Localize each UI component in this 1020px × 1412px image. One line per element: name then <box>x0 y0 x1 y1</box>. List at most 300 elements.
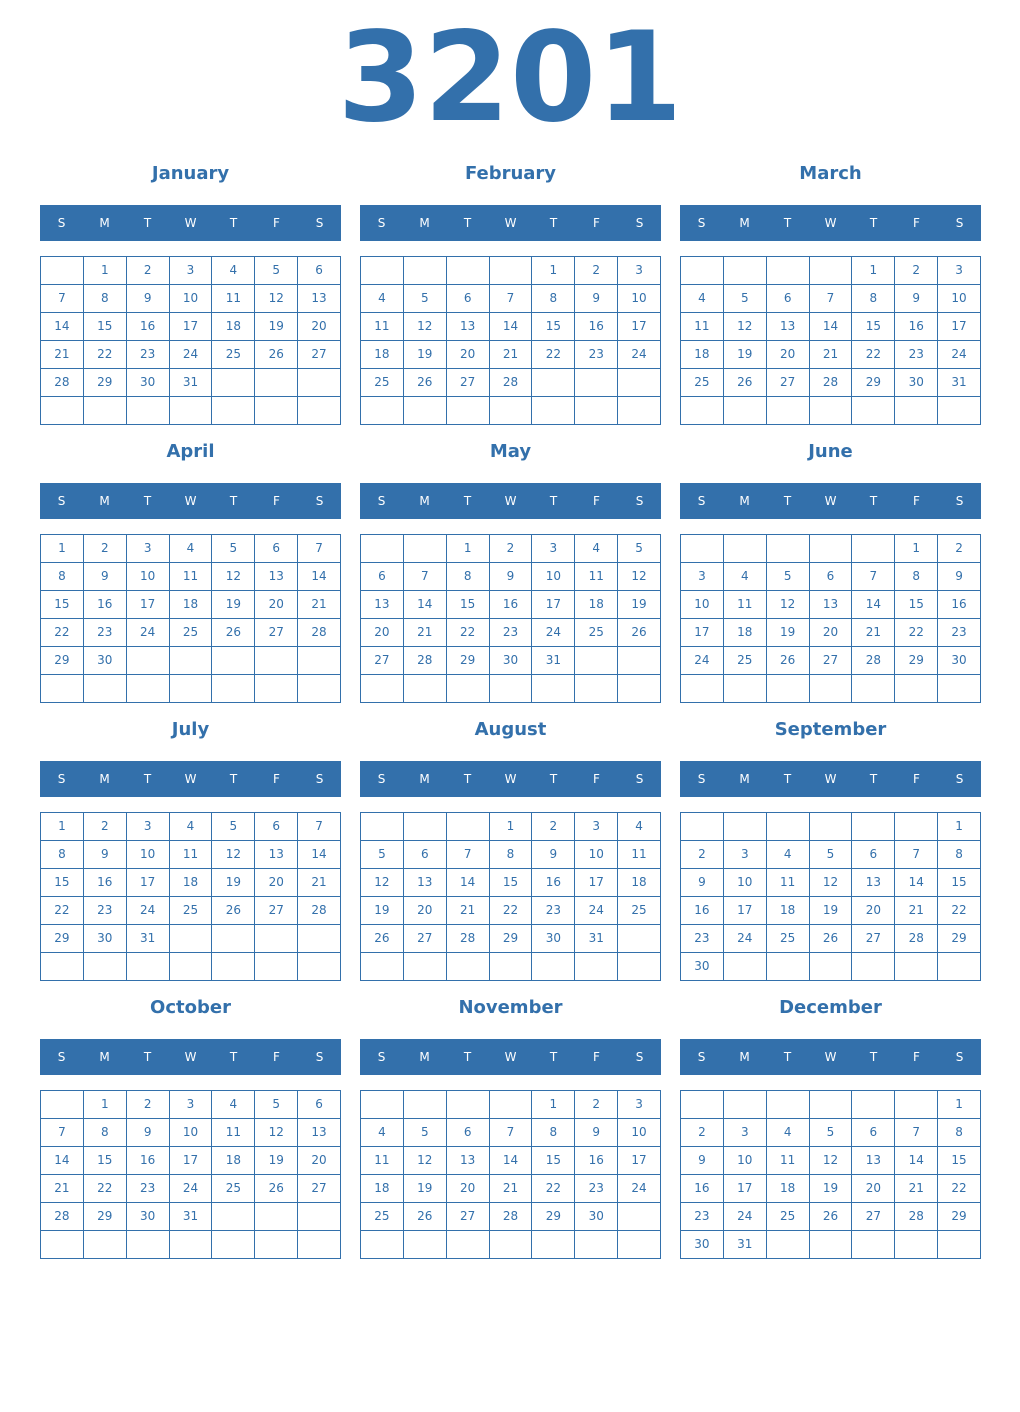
day-cell: 23 <box>532 897 575 925</box>
day-cell: 14 <box>490 1147 533 1175</box>
day-cell: 24 <box>127 619 170 647</box>
weekday-label: S <box>57 772 66 786</box>
empty-day-cell <box>127 647 170 675</box>
empty-day-cell <box>361 1091 404 1119</box>
weekday-label: T <box>869 494 878 508</box>
day-cell: 6 <box>255 813 298 841</box>
day-cell: 26 <box>255 341 298 369</box>
day-cell: 6 <box>447 285 490 313</box>
empty-day-cell <box>404 953 447 981</box>
day-cell: 26 <box>212 619 255 647</box>
day-cell: 18 <box>767 1175 810 1203</box>
empty-day-cell <box>84 1231 127 1259</box>
empty-day-cell <box>767 1091 810 1119</box>
day-cell: 29 <box>532 1203 575 1231</box>
weekday-label: T <box>463 494 472 508</box>
empty-day-cell <box>681 535 724 563</box>
empty-day-cell <box>618 953 661 981</box>
day-cell: 8 <box>532 285 575 313</box>
days-grid <box>360 812 661 981</box>
weekday-label: T <box>549 216 558 230</box>
empty-day-cell <box>724 813 767 841</box>
day-cell: 18 <box>212 1147 255 1175</box>
day-cell: 30 <box>575 1203 618 1231</box>
month-name: May <box>489 441 532 462</box>
empty-day-cell <box>212 647 255 675</box>
day-cell: 1 <box>938 813 981 841</box>
empty-day-cell <box>895 1231 938 1259</box>
day-cell: 28 <box>895 1203 938 1231</box>
empty-day-cell <box>490 1091 533 1119</box>
empty-day-cell <box>404 813 447 841</box>
day-cell: 7 <box>404 563 447 591</box>
day-cell: 16 <box>127 1147 170 1175</box>
day-cell: 26 <box>810 1203 853 1231</box>
weekday-label: T <box>229 1050 238 1064</box>
day-cell: 2 <box>127 257 170 285</box>
weekday-label: F <box>273 494 280 508</box>
days-grid <box>360 256 661 425</box>
day-cell: 5 <box>767 563 810 591</box>
day-cell: 31 <box>170 369 213 397</box>
weekday-label: S <box>377 494 386 508</box>
day-cell: 17 <box>618 1147 661 1175</box>
empty-day-cell <box>255 369 298 397</box>
day-cell: 23 <box>575 1175 618 1203</box>
empty-day-cell <box>852 953 895 981</box>
days-grid <box>680 534 981 703</box>
weekday-label: S <box>697 216 706 230</box>
empty-day-cell <box>212 397 255 425</box>
empty-day-cell <box>404 535 447 563</box>
day-cell: 1 <box>852 257 895 285</box>
day-cell: 2 <box>575 257 618 285</box>
day-cell: 10 <box>724 869 767 897</box>
day-cell: 26 <box>767 647 810 675</box>
day-cell: 24 <box>618 341 661 369</box>
day-cell: 4 <box>170 813 213 841</box>
empty-day-cell <box>575 369 618 397</box>
empty-day-cell <box>127 675 170 703</box>
empty-day-cell <box>404 1231 447 1259</box>
day-cell: 26 <box>404 369 447 397</box>
day-cell: 20 <box>404 897 447 925</box>
day-cell: 17 <box>724 1175 767 1203</box>
weekday-label: M <box>739 1050 750 1064</box>
day-cell: 9 <box>532 841 575 869</box>
day-cell: 8 <box>84 285 127 313</box>
day-cell: 31 <box>938 369 981 397</box>
weekday-label: T <box>783 1050 792 1064</box>
day-cell: 7 <box>810 285 853 313</box>
weekday-label: M <box>419 772 430 786</box>
day-cell: 25 <box>724 647 767 675</box>
weekday-label: T <box>869 772 878 786</box>
day-cell: 7 <box>41 285 84 313</box>
day-cell: 11 <box>575 563 618 591</box>
day-cell: 3 <box>618 1091 661 1119</box>
empty-day-cell <box>575 1231 618 1259</box>
empty-day-cell <box>532 675 575 703</box>
empty-day-cell <box>170 647 213 675</box>
empty-day-cell <box>938 397 981 425</box>
weekday-label: T <box>229 494 238 508</box>
day-cell: 13 <box>255 841 298 869</box>
empty-day-cell <box>895 397 938 425</box>
day-cell: 28 <box>852 647 895 675</box>
day-cell: 19 <box>724 341 767 369</box>
weekday-label: M <box>739 494 750 508</box>
empty-day-cell <box>84 675 127 703</box>
day-cell: 4 <box>212 1091 255 1119</box>
day-cell: 19 <box>810 897 853 925</box>
day-cell: 24 <box>681 647 724 675</box>
weekday-label: T <box>783 772 792 786</box>
day-cell: 21 <box>490 1175 533 1203</box>
empty-day-cell <box>767 675 810 703</box>
empty-day-cell <box>810 1091 853 1119</box>
empty-day-cell <box>810 675 853 703</box>
day-cell: 19 <box>361 897 404 925</box>
weekday-label: W <box>184 1050 197 1064</box>
empty-day-cell <box>810 535 853 563</box>
day-cell: 14 <box>298 841 341 869</box>
day-cell: 5 <box>212 535 255 563</box>
empty-day-cell <box>170 397 213 425</box>
day-cell: 24 <box>127 897 170 925</box>
day-cell: 18 <box>618 869 661 897</box>
day-cell: 11 <box>170 841 213 869</box>
day-cell: 31 <box>724 1231 767 1259</box>
day-cell: 23 <box>127 341 170 369</box>
day-cell: 9 <box>127 1119 170 1147</box>
day-cell: 9 <box>84 563 127 591</box>
empty-day-cell <box>490 257 533 285</box>
days-grid <box>40 534 341 703</box>
empty-day-cell <box>41 953 84 981</box>
month-name: March <box>799 163 862 184</box>
day-cell: 23 <box>84 897 127 925</box>
empty-day-cell <box>404 1091 447 1119</box>
day-cell: 5 <box>404 1119 447 1147</box>
day-cell: 11 <box>767 1147 810 1175</box>
weekday-label: W <box>824 216 837 230</box>
weekday-label: T <box>143 772 152 786</box>
day-cell: 29 <box>447 647 490 675</box>
empty-day-cell <box>41 397 84 425</box>
day-cell: 27 <box>767 369 810 397</box>
empty-day-cell <box>255 953 298 981</box>
empty-day-cell <box>767 535 810 563</box>
day-cell: 27 <box>852 925 895 953</box>
day-cell: 4 <box>361 285 404 313</box>
day-cell: 11 <box>212 1119 255 1147</box>
day-cell: 14 <box>895 869 938 897</box>
weekday-label: S <box>697 772 706 786</box>
day-cell: 29 <box>938 925 981 953</box>
day-cell: 6 <box>767 285 810 313</box>
weekday-label: S <box>315 1050 324 1064</box>
empty-day-cell <box>361 675 404 703</box>
empty-day-cell <box>852 675 895 703</box>
day-cell: 3 <box>618 257 661 285</box>
empty-day-cell <box>532 369 575 397</box>
month-name: July <box>171 719 210 740</box>
day-cell: 17 <box>532 591 575 619</box>
weekday-label: T <box>463 772 472 786</box>
day-cell: 9 <box>575 285 618 313</box>
day-cell: 8 <box>852 285 895 313</box>
empty-day-cell <box>810 953 853 981</box>
empty-day-cell <box>212 925 255 953</box>
empty-day-cell <box>447 1091 490 1119</box>
day-cell: 15 <box>84 1147 127 1175</box>
day-cell: 19 <box>255 313 298 341</box>
day-cell: 12 <box>618 563 661 591</box>
day-cell: 9 <box>490 563 533 591</box>
empty-day-cell <box>895 813 938 841</box>
day-cell: 25 <box>212 341 255 369</box>
day-cell: 2 <box>681 841 724 869</box>
day-cell: 28 <box>895 925 938 953</box>
days-grid <box>680 1090 981 1259</box>
empty-day-cell <box>767 813 810 841</box>
day-cell: 5 <box>255 257 298 285</box>
empty-day-cell <box>532 953 575 981</box>
day-cell: 1 <box>490 813 533 841</box>
empty-day-cell <box>724 397 767 425</box>
day-cell: 20 <box>255 869 298 897</box>
month-name: April <box>166 441 215 462</box>
day-cell: 5 <box>212 813 255 841</box>
day-cell: 10 <box>170 285 213 313</box>
day-cell: 15 <box>41 591 84 619</box>
days-grid <box>680 256 981 425</box>
weekday-label: M <box>99 494 110 508</box>
day-cell: 30 <box>490 647 533 675</box>
empty-day-cell <box>298 1231 341 1259</box>
weekday-label: S <box>57 494 66 508</box>
empty-day-cell <box>447 813 490 841</box>
day-cell: 6 <box>361 563 404 591</box>
day-cell: 20 <box>810 619 853 647</box>
day-cell: 5 <box>255 1091 298 1119</box>
weekday-label: T <box>463 1050 472 1064</box>
day-cell: 7 <box>895 841 938 869</box>
day-cell: 19 <box>810 1175 853 1203</box>
weekday-label: S <box>377 772 386 786</box>
weekday-header <box>40 761 341 797</box>
empty-day-cell <box>212 369 255 397</box>
day-cell: 19 <box>212 591 255 619</box>
day-cell: 1 <box>41 535 84 563</box>
day-cell: 9 <box>938 563 981 591</box>
day-cell: 4 <box>767 841 810 869</box>
empty-day-cell <box>298 369 341 397</box>
day-cell: 18 <box>681 341 724 369</box>
day-cell: 20 <box>447 1175 490 1203</box>
weekday-label: S <box>635 772 644 786</box>
day-cell: 5 <box>404 285 447 313</box>
day-cell: 27 <box>361 647 404 675</box>
day-cell: 9 <box>84 841 127 869</box>
weekday-label: T <box>229 216 238 230</box>
day-cell: 1 <box>84 1091 127 1119</box>
day-cell: 21 <box>852 619 895 647</box>
weekday-label: T <box>783 216 792 230</box>
day-cell: 3 <box>532 535 575 563</box>
day-cell: 20 <box>298 1147 341 1175</box>
day-cell: 17 <box>618 313 661 341</box>
empty-day-cell <box>724 257 767 285</box>
month-name: September <box>774 719 887 740</box>
day-cell: 17 <box>938 313 981 341</box>
day-cell: 8 <box>938 841 981 869</box>
day-cell: 15 <box>938 1147 981 1175</box>
day-cell: 10 <box>170 1119 213 1147</box>
day-cell: 29 <box>938 1203 981 1231</box>
empty-day-cell <box>724 953 767 981</box>
empty-day-cell <box>255 397 298 425</box>
day-cell: 13 <box>852 1147 895 1175</box>
day-cell: 14 <box>447 869 490 897</box>
day-cell: 26 <box>810 925 853 953</box>
day-cell: 14 <box>810 313 853 341</box>
empty-day-cell <box>361 1231 404 1259</box>
empty-day-cell <box>938 1231 981 1259</box>
day-cell: 31 <box>127 925 170 953</box>
weekday-label: W <box>184 494 197 508</box>
day-cell: 7 <box>490 1119 533 1147</box>
day-cell: 2 <box>575 1091 618 1119</box>
day-cell: 22 <box>532 341 575 369</box>
day-cell: 26 <box>255 1175 298 1203</box>
day-cell: 8 <box>532 1119 575 1147</box>
day-cell: 1 <box>447 535 490 563</box>
day-cell: 27 <box>404 925 447 953</box>
day-cell: 22 <box>447 619 490 647</box>
day-cell: 3 <box>127 813 170 841</box>
day-cell: 24 <box>724 1203 767 1231</box>
day-cell: 30 <box>681 953 724 981</box>
day-cell: 29 <box>895 647 938 675</box>
weekday-label: F <box>913 216 920 230</box>
day-cell: 25 <box>361 369 404 397</box>
day-cell: 15 <box>938 869 981 897</box>
empty-day-cell <box>575 397 618 425</box>
day-cell: 17 <box>127 591 170 619</box>
day-cell: 17 <box>575 869 618 897</box>
empty-day-cell <box>127 397 170 425</box>
day-cell: 12 <box>767 591 810 619</box>
empty-day-cell <box>618 397 661 425</box>
day-cell: 11 <box>681 313 724 341</box>
empty-day-cell <box>618 925 661 953</box>
weekday-label: T <box>463 216 472 230</box>
day-cell: 6 <box>810 563 853 591</box>
day-cell: 30 <box>895 369 938 397</box>
day-cell: 3 <box>938 257 981 285</box>
weekday-label: S <box>955 772 964 786</box>
day-cell: 14 <box>41 313 84 341</box>
day-cell: 16 <box>681 897 724 925</box>
day-cell: 28 <box>298 619 341 647</box>
day-cell: 21 <box>447 897 490 925</box>
day-cell: 26 <box>361 925 404 953</box>
empty-day-cell <box>575 675 618 703</box>
day-cell: 13 <box>298 285 341 313</box>
empty-day-cell <box>767 257 810 285</box>
day-cell: 10 <box>127 563 170 591</box>
day-cell: 22 <box>532 1175 575 1203</box>
day-cell: 22 <box>490 897 533 925</box>
weekday-header <box>680 483 981 519</box>
weekday-label: F <box>593 1050 600 1064</box>
day-cell: 11 <box>767 869 810 897</box>
month-name: February <box>464 163 557 184</box>
day-cell: 31 <box>532 647 575 675</box>
day-cell: 23 <box>681 925 724 953</box>
weekday-label: F <box>913 494 920 508</box>
empty-day-cell <box>618 1231 661 1259</box>
day-cell: 30 <box>84 925 127 953</box>
empty-day-cell <box>447 953 490 981</box>
day-cell: 13 <box>447 313 490 341</box>
day-cell: 23 <box>681 1203 724 1231</box>
weekday-label: T <box>143 494 152 508</box>
weekday-label: S <box>955 216 964 230</box>
day-cell: 21 <box>810 341 853 369</box>
weekday-label: T <box>869 1050 878 1064</box>
empty-day-cell <box>852 813 895 841</box>
weekday-label: W <box>824 1050 837 1064</box>
day-cell: 29 <box>41 925 84 953</box>
day-cell: 1 <box>532 1091 575 1119</box>
day-cell: 12 <box>404 313 447 341</box>
day-cell: 23 <box>938 619 981 647</box>
weekday-label: F <box>273 1050 280 1064</box>
day-cell: 8 <box>895 563 938 591</box>
day-cell: 8 <box>447 563 490 591</box>
weekday-label: M <box>419 494 430 508</box>
day-cell: 31 <box>170 1203 213 1231</box>
empty-day-cell <box>490 953 533 981</box>
day-cell: 10 <box>575 841 618 869</box>
weekday-label: M <box>739 772 750 786</box>
day-cell: 23 <box>895 341 938 369</box>
day-cell: 27 <box>447 1203 490 1231</box>
empty-day-cell <box>127 953 170 981</box>
day-cell: 14 <box>298 563 341 591</box>
day-cell: 1 <box>895 535 938 563</box>
weekday-label: W <box>184 216 197 230</box>
day-cell: 9 <box>681 869 724 897</box>
day-cell: 14 <box>895 1147 938 1175</box>
empty-day-cell <box>361 953 404 981</box>
empty-day-cell <box>938 675 981 703</box>
day-cell: 12 <box>212 563 255 591</box>
day-cell: 19 <box>255 1147 298 1175</box>
day-cell: 29 <box>84 1203 127 1231</box>
weekday-label: W <box>184 772 197 786</box>
day-cell: 5 <box>810 841 853 869</box>
empty-day-cell <box>810 1231 853 1259</box>
empty-day-cell <box>84 397 127 425</box>
day-cell: 2 <box>681 1119 724 1147</box>
weekday-label: S <box>635 1050 644 1064</box>
empty-day-cell <box>361 535 404 563</box>
day-cell: 10 <box>618 1119 661 1147</box>
